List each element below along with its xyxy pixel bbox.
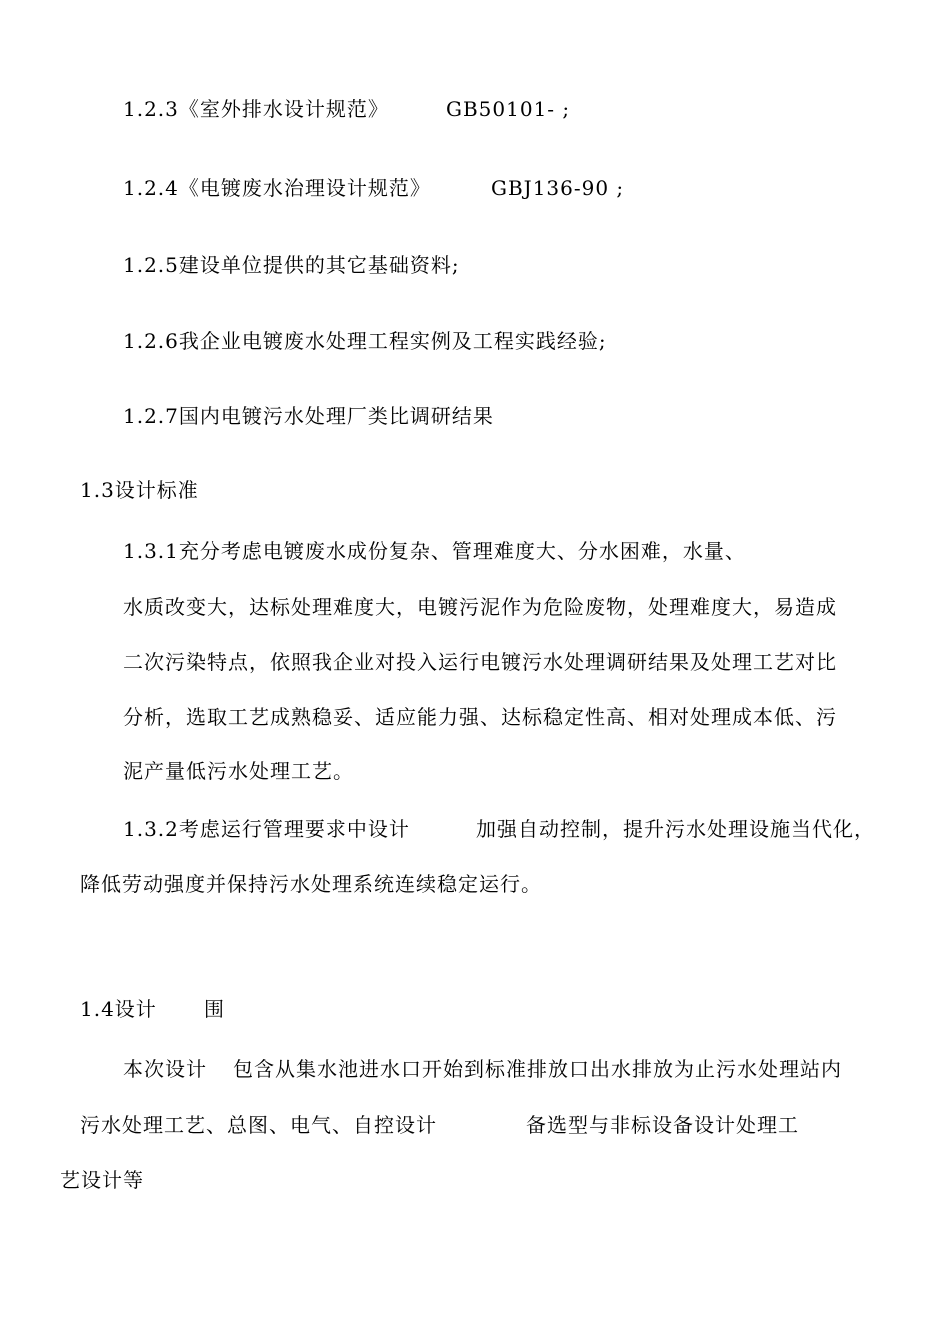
reference-text: 我企业电镀废水处理工程实例及工程实践经验; <box>178 329 607 353</box>
reference-item-1-2-7 <box>123 404 494 428</box>
reference-number: 1.2.4 <box>123 176 179 200</box>
reference-number: 1.2.5 <box>123 253 179 277</box>
paragraph-1-3-1-line-1: 1.3.1充分考虑电镀废水成份复杂、管理难度大、分水困难，水量、 <box>123 539 746 563</box>
reference-item-1-2-5 <box>123 253 460 277</box>
paragraph-1-4-line-1b: 包含从集水池进水口开始到标准排放口出水排放为止污水处理站内 <box>233 1057 842 1081</box>
paragraph-1-3-1-line-5: 泥产量低污水处理工艺。 <box>123 759 354 783</box>
reference-code-1-2-4: GBJ136-90 ; <box>491 176 625 200</box>
reference-title: 《室外排水设计规范》 <box>178 97 389 121</box>
paragraph-1-4-line-2b: 备选型与非标设备设计处理工 <box>526 1113 799 1137</box>
paragraph-number: 1.3.2 <box>123 817 179 841</box>
reference-number: 1.2.7 <box>123 404 179 428</box>
paragraph-number: 1.3.1 <box>123 539 179 563</box>
paragraph-1-3-1-line-3: 二次污染特点，依照我企业对投入运行电镀污水处理调研结果及处理工艺对比 <box>123 650 837 674</box>
paragraph-1-4-line-1a: 本次设计 <box>123 1057 207 1081</box>
reference-item-1-2-4 <box>123 176 431 200</box>
paragraph-1-3-2-line-2: 降低劳动强度并保持污水处理系统连续稳定运行。 <box>80 872 542 896</box>
reference-item-1-2-6 <box>123 329 607 353</box>
section-heading-1-4-a: 1.4设计 <box>80 997 157 1021</box>
paragraph-1-3-2-line-1a: 1.3.2考虑运行管理要求中设计 <box>123 817 410 841</box>
paragraph-1-4-line-2a: 污水处理工艺、总图、电气、自控设计 <box>80 1113 437 1137</box>
paragraph-1-3-1-line-4: 分析，选取工艺成熟稳妥、适应能力强、达标稳定性高、相对处理成本低、污 <box>123 705 837 729</box>
reference-code-1-2-3: GB50101- ; <box>446 97 571 121</box>
reference-number: 1.2.3 <box>123 97 179 121</box>
reference-item-1-2-3 <box>123 97 389 121</box>
paragraph-1-3-1-line-2: 水质改变大，达标处理难度大，电镀污泥作为危险废物，处理难度大，易造成 <box>123 595 837 619</box>
paragraph-1-3-2-line-1b: 加强自动控制，提升污水处理设施当代化， <box>476 817 875 841</box>
paragraph-1-4-line-3: 艺设计等 <box>60 1168 144 1192</box>
reference-text: 建设单位提供的其它基础资料; <box>178 253 460 277</box>
section-heading-1-3: 1.3设计标准 <box>80 478 199 502</box>
section-heading-1-4-b: 围 <box>204 997 225 1021</box>
reference-number: 1.2.6 <box>123 329 179 353</box>
reference-title: 《电镀废水治理设计规范》 <box>178 176 431 200</box>
reference-text: 国内电镀污水处理厂类比调研结果 <box>178 404 494 428</box>
